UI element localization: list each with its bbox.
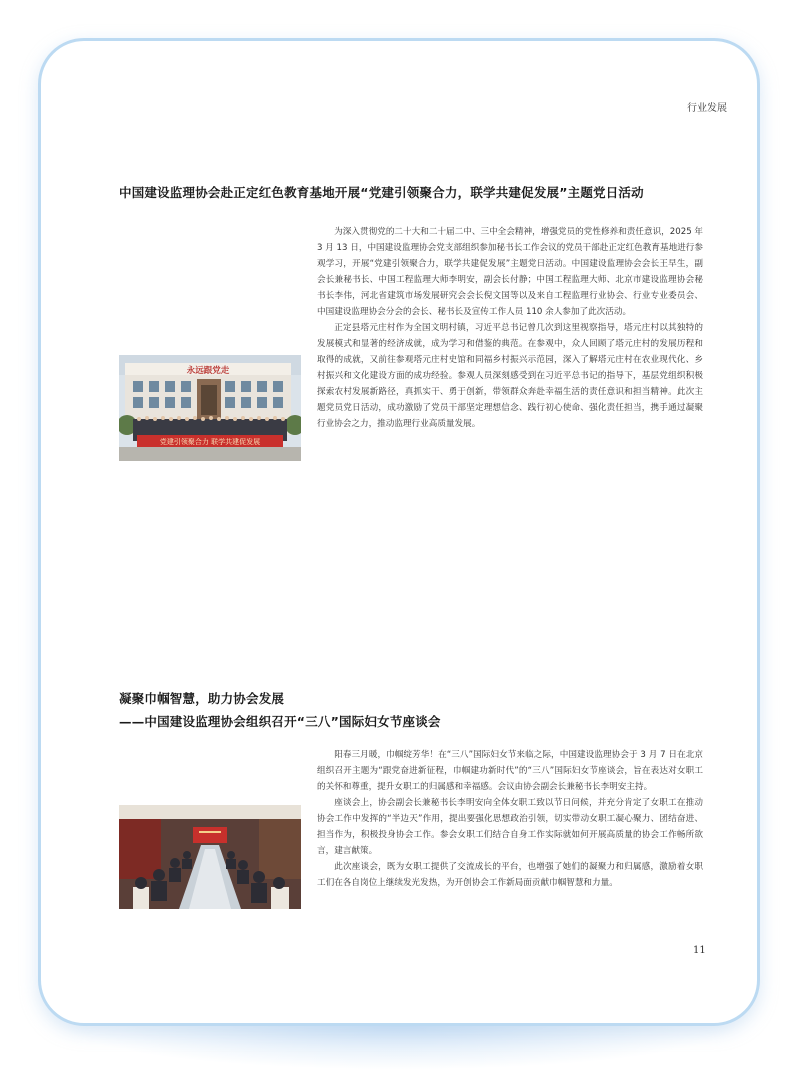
- page-card: [38, 38, 760, 1026]
- article1-body: [317, 224, 703, 432]
- section-header: 行业发展: [687, 103, 727, 114]
- article2-title: 凝聚巾帼智慧，助力协会发展: [119, 691, 285, 706]
- article2-body: [317, 747, 703, 891]
- article2-paragraph: 座谈会上，协会副会长兼秘书长李明安向全体女职工致以节日问候，并充分肯定了女职工在推动协会工作中发挥的“半边天”作用，提出要强化思想政治引领，切实带动女职工凝心聚力、团结奋进、担当作为，积极投身协会工作。参会女职工们结合自身工作实际就如何开展高质量的协会工作畅所欲言，建言献策。: [317, 798, 703, 856]
- building-sign: 永远跟党走: [186, 366, 230, 376]
- article1-title: 中国建设监理协会赴正定红色教育基地开展“党建引领聚合力，联学共建促发展”主题党日活动: [119, 185, 644, 200]
- page-number: 11: [693, 945, 706, 956]
- group-banner: 党建引领聚合力 联学共建促发展: [159, 438, 261, 446]
- article1-paragraph: 为深入贯彻党的二十大和二十届二中、三中全会精神，增强党员的党性修养和责任意识，2025 年 3 月 13 日，中国建设监理协会党支部组织参加秘书长工作会议的党员干部赴正定红色教育基地进行参观学习，开展“党建引领聚合力，联学共建促发展”主题党日活动。中国建设监理协会会长王早生，副会长兼秘书长、中国工程监理大师李明安，副会长付静；中国工程监理大师、北京市建设监理协会秘书长李伟，河北省建筑市场发展研究会会长倪文国等以及来自工程监理行业协会、行业专业委员会、中国建设监理协会分会的会长、秘书长及宣传工作人员 110 余人参加了此次活动。: [317, 227, 703, 317]
- article1-paragraph: 正定县塔元庄村作为全国文明村镇，习近平总书记曾几次到这里视察指导，塔元庄村以其独特的发展模式和显著的经济成就，成为学习和借鉴的典范。在参观中，众人回顾了塔元庄村的发展历程和取得的成就，又前往参观塔元庄村史馆和同福乡村振兴示范园，深入了解塔元庄村在农业现代化、乡村振兴和文化建设方面的成功经验。参观人员深刻感受到在习近平总书记的指导下，基层党组织积极探索农村发展新路径，真抓实干、勇于创新，带领群众奔赴幸福生活的责任意识和担当精神。此次主题党员党日活动，成功激励了党员干部坚定理想信念、践行初心使命、强化责任担当，携手通过凝聚行业协会之力，推动监理行业高质量发展。: [317, 323, 703, 429]
- article2-subtitle: ——中国建设监理协会组织召开“三八”国际妇女节座谈会: [119, 714, 441, 729]
- article2-photo: [119, 805, 301, 909]
- article2-paragraph: 阳春三月暖，巾帼绽芳华！在“三八”国际妇女节来临之际，中国建设监理协会于 3 月 7 日在北京组织召开主题为“跟党奋进新征程，巾帼建功新时代”的“三八”国际妇女节座谈会，旨在表达对女职工的关怀和尊重，提升女职工的归属感和幸福感。会议由协会副会长兼秘书长李明安主持。: [317, 750, 703, 792]
- article2-paragraph: 此次座谈会，既为女职工提供了交流成长的平台，也增强了她们的凝聚力和归属感，激励着女职工们在各自岗位上继续发光发热，为开创协会工作新局面贡献巾帼智慧和力量。: [317, 862, 703, 888]
- article1-photo: [119, 355, 301, 461]
